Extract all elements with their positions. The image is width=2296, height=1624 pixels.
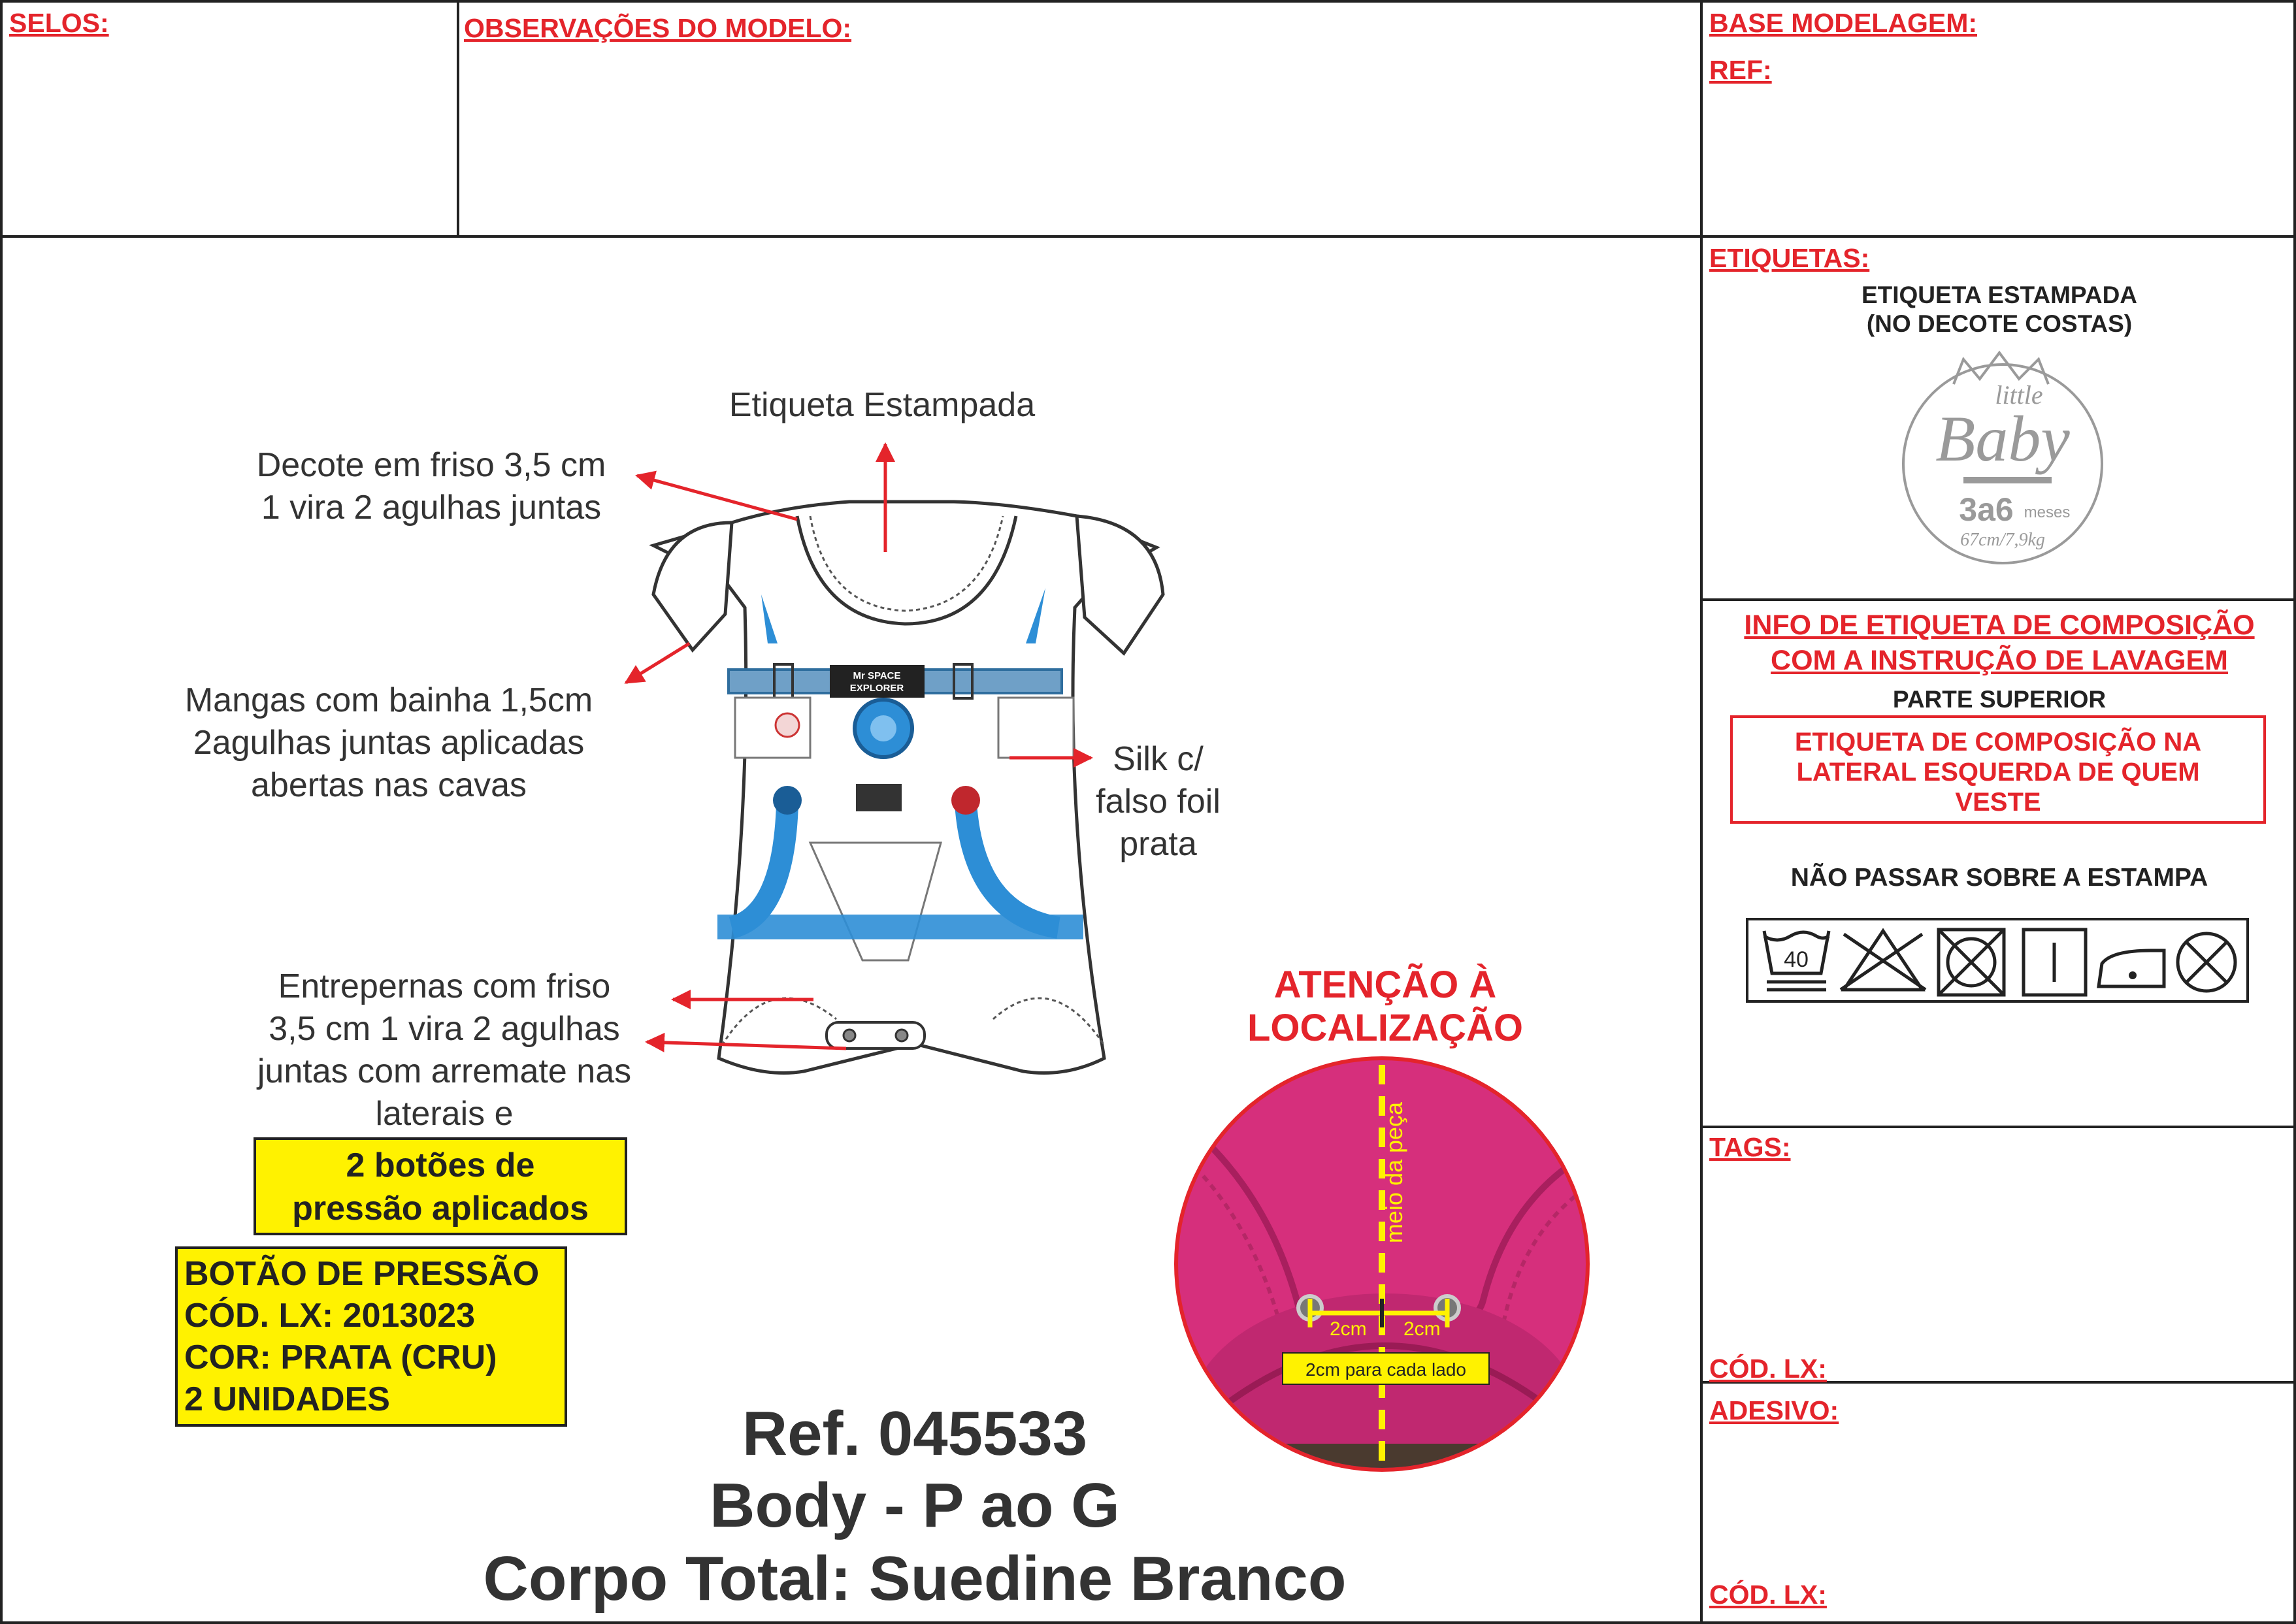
atencao-line2: LOCALIZAÇÃO bbox=[1247, 1007, 1524, 1049]
divider-selos bbox=[457, 0, 459, 236]
botoes-line2: pressão aplicados bbox=[292, 1190, 589, 1227]
composicao-box bbox=[1730, 715, 2266, 824]
care-symbols bbox=[1746, 918, 2249, 1003]
ref-label: REF: bbox=[1709, 55, 1772, 85]
note-silk-line1: Silk c/ bbox=[1113, 740, 1204, 778]
note-decote-line2: 1 vira 2 agulhas juntas bbox=[261, 489, 602, 527]
botoes-line1: 2 botões de bbox=[346, 1146, 535, 1184]
nao-passar-label: NÃO PASSAR SOBRE A ESTAMPA bbox=[1790, 864, 2208, 892]
note-entrepernas-line3: juntas com arremate nas bbox=[257, 1052, 632, 1090]
composicao-line3: VESTE bbox=[1955, 788, 2041, 817]
product-ref: Ref. 045533 bbox=[742, 1399, 1088, 1469]
etiquetas-line2: (NO DECOTE COSTAS) bbox=[1866, 310, 2133, 337]
note-entrepernas-line2: 3,5 cm 1 vira 2 agulhas bbox=[269, 1010, 620, 1048]
note-entrepernas-line1: Entrepernas com friso bbox=[278, 967, 611, 1005]
atencao-line1: ATENÇÃO À bbox=[1273, 964, 1497, 1006]
arrow-mangas bbox=[626, 643, 689, 683]
note-decote bbox=[222, 444, 640, 529]
svg-text:little: little bbox=[1995, 380, 2043, 410]
note-entrepernas bbox=[216, 966, 673, 1135]
note-silk bbox=[1065, 738, 1251, 866]
atencao-title bbox=[1215, 964, 1555, 1050]
info-title-line2: COM A INSTRUÇÃO DE LAVAGEM bbox=[1771, 645, 2228, 676]
note-mangas-line1: Mangas com bainha 1,5cm bbox=[184, 681, 593, 719]
note-mangas bbox=[137, 679, 640, 807]
note-mangas-line3: abertas nas cavas bbox=[250, 766, 527, 804]
divider-info bbox=[1700, 598, 2296, 601]
right-cm-label: 2cm bbox=[1403, 1318, 1441, 1340]
little-baby-logo bbox=[1892, 333, 2114, 568]
etiquetas-text bbox=[1703, 281, 2296, 338]
adesivo-label: ADESIVO: bbox=[1709, 1395, 1839, 1425]
etiquetas-line1: ETIQUETA ESTAMPADA bbox=[1861, 282, 2138, 308]
etiquetas-label: ETIQUETAS: bbox=[1709, 243, 1870, 273]
svg-text:67cm/7,9kg: 67cm/7,9kg bbox=[1960, 530, 2045, 550]
note-mangas-line2: 2agulhas juntas aplicadas bbox=[193, 724, 585, 762]
tags-cod-label: CÓD. LX: bbox=[1709, 1354, 1827, 1384]
botao-info-line4: 2 UNIDADES bbox=[184, 1380, 390, 1418]
parte-superior-label: PARTE SUPERIOR bbox=[1892, 686, 2107, 713]
note-etiqueta-estampada: Etiqueta Estampada bbox=[729, 386, 1036, 424]
info-composicao-title bbox=[1703, 608, 2296, 678]
product-name: Body - P ao G bbox=[710, 1470, 1120, 1540]
note-entrepernas-line4: laterais e bbox=[375, 1095, 514, 1133]
botao-info-line3: COR: PRATA (CRU) bbox=[184, 1339, 497, 1376]
svg-text:40: 40 bbox=[1784, 947, 1809, 972]
botao-info-line2: CÓD. LX: 2013023 bbox=[184, 1297, 476, 1335]
product-corpo: Corpo Total: Suedine Branco bbox=[483, 1544, 1347, 1614]
svg-text:meses: meses bbox=[2024, 504, 2071, 521]
left-cm-label: 2cm bbox=[1330, 1318, 1367, 1340]
tags-label: TAGS: bbox=[1709, 1132, 1791, 1162]
botoes-highlight-box bbox=[254, 1137, 627, 1235]
svg-text:Mr SPACE: Mr SPACE bbox=[853, 670, 901, 681]
botao-info-line1: BOTÃO DE PRESSÃO bbox=[184, 1255, 540, 1293]
note-silk-line3: prata bbox=[1119, 825, 1197, 863]
info-title-line1: INFO DE ETIQUETA DE COMPOSIÇÃO bbox=[1744, 609, 2255, 641]
divider-tags bbox=[1700, 1126, 2296, 1128]
selos-label: SELOS: bbox=[9, 8, 109, 38]
note-silk-line2: falso foil bbox=[1096, 783, 1221, 820]
right-sleeve bbox=[1077, 516, 1163, 653]
composicao-line2: LATERAL ESQUERDA DE QUEM bbox=[1796, 758, 2200, 787]
svg-text:Baby: Baby bbox=[1935, 402, 2070, 475]
composicao-line1: ETIQUETA DE COMPOSIÇÃO NA bbox=[1794, 728, 2202, 756]
arrow-decote bbox=[637, 476, 797, 519]
svg-text:3a6: 3a6 bbox=[1959, 491, 2014, 528]
observacoes-label: OBSERVAÇÕES DO MODELO: bbox=[464, 13, 852, 43]
adesivo-cod-label: CÓD. LX: bbox=[1709, 1580, 1827, 1610]
location-caption: 2cm para cada lado bbox=[1282, 1352, 1490, 1385]
base-modelagem-label: BASE MODELAGEM: bbox=[1709, 8, 1977, 38]
meio-da-peca-label: meio da peça bbox=[1381, 1101, 1407, 1244]
no-tumble-dry-icon bbox=[1939, 930, 2004, 995]
note-decote-line1: Decote em friso 3,5 cm bbox=[256, 446, 606, 484]
svg-text:EXPLORER: EXPLORER bbox=[849, 683, 904, 694]
composicao-box-text bbox=[1733, 727, 2263, 817]
